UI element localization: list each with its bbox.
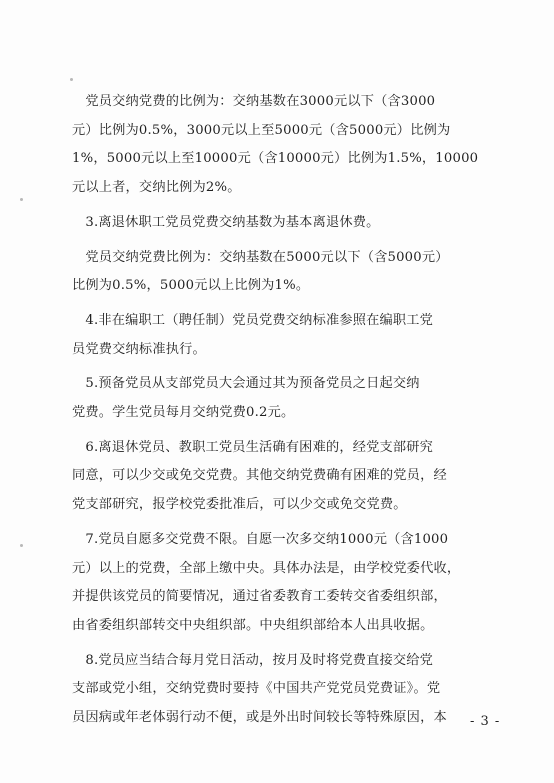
text-line: 3.离退休职工党员党费交纳基数为基本离退休费。: [72, 214, 380, 230]
text-line: 员因病或年老体弱行动不便，或是外出时间较长等特殊原因，本: [72, 710, 447, 726]
paragraph: [72, 434, 502, 520]
text-line: 7.党员自愿多交党费不限。自愿一次多交纳1000元（含1000: [72, 531, 449, 547]
text-line: 并提供该党员的简要情况，通过省委教育工委转交省委组织部，: [72, 589, 447, 605]
paragraph: [72, 244, 502, 301]
body-text: [72, 88, 502, 739]
scan-mark: [20, 544, 23, 547]
text-line: 支部或党小组，交纳党费时要持《中国共产党党员党费证》。党: [72, 681, 441, 697]
text-line: 党员交纳党费比例为：交纳基数在5000元以下（含5000元）: [72, 249, 449, 265]
page-number: - 3 -: [470, 714, 501, 729]
paragraph: [72, 370, 502, 427]
paragraph: [72, 307, 502, 364]
text-line: 8.党员应当结合每月党日活动，按月及时将党费直接交给党: [72, 652, 434, 668]
text-line: 党支部研究，报学校党委批准后，可以少交或免交党费。: [72, 497, 407, 513]
text-line: 元）比例为0.5%，3000元以上至5000元（含5000元）比例为: [72, 122, 451, 138]
paragraph: [72, 647, 502, 733]
text-line: 元）以上的党费，全部上缴中央。具体办法是，由学校党委代收，: [72, 560, 461, 576]
text-line: 由省委组织部转交中央组织部。中央组织部给本人出具收据。: [72, 617, 434, 633]
text-line: 4.非在编职工（聘任制）党员党费交纳标准参照在编职工党: [72, 312, 434, 328]
paragraph: [72, 88, 502, 203]
text-line: 6.离退休党员、教职工党员生活确有困难的，经党支部研究: [72, 439, 434, 455]
text-line: 员党费交纳标准执行。: [72, 341, 206, 357]
text-line: 1%，5000元以上至10000元（含10000元）比例为1.5%，10000: [72, 151, 479, 167]
text-line: 比例为0.5%，5000元以上比例为1%。: [72, 278, 310, 294]
paragraph: [72, 526, 502, 641]
text-line: 元以上者，交纳比例为2%。: [72, 180, 241, 196]
text-line: 党员交纳党费的比例为：交纳基数在3000元以下（含3000: [72, 94, 436, 109]
text-line: 党费。学生党员每月交纳党费0.2元。: [72, 405, 295, 421]
text-line: 同意，可以少交或免交党费。其他交纳党费确有困难的党员，经: [72, 468, 447, 484]
text-line: 5.预备党员从支部党员大会通过其为预备党员之日起交纳: [72, 376, 420, 392]
scan-mark: [70, 78, 73, 81]
paragraph: [72, 209, 502, 238]
scan-mark: [20, 198, 23, 201]
